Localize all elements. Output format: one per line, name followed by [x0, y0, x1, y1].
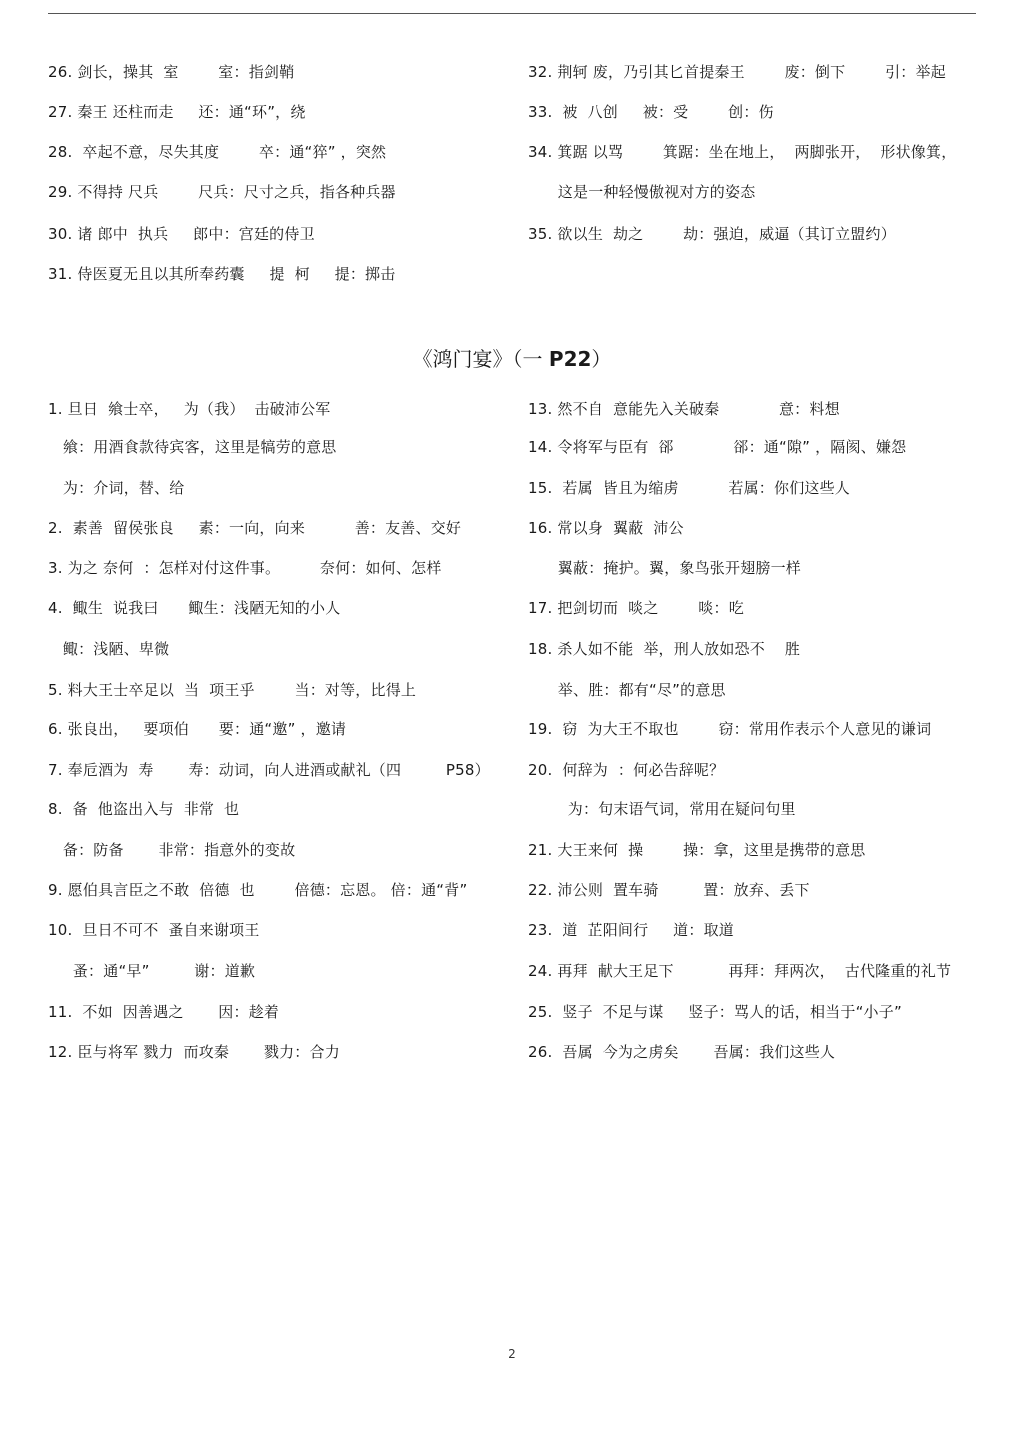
entry-line: 这是一种轻慢傲视对方的姿态 [528, 183, 756, 201]
entry-line: 2. 素善 留侯张良 素：一向，向来 善：友善、交好 [48, 519, 462, 537]
entry-line: 31. 侍医夏无且以其所奉药囊 提 柯 提：掷击 [48, 265, 396, 283]
entry-line: 6. 张良出， 要项伯 要：通“邀” ，邀请 [48, 720, 347, 738]
entry-line: 24. 再拜 献大王足下 再拜：拜两次， 古代隆重的礼节 [528, 962, 952, 980]
entry-line: 20. 何辞为 ：何必告辞呢？ [528, 761, 725, 779]
entry-line: 35. 欲以生 劫之 劫：强迫，威逼（其订立盟约） [528, 225, 896, 243]
entry-line: 33. 被 八创 被：受 创：伤 [528, 103, 774, 121]
entry-line: 34. 箕踞 以骂 箕踞：坐在地上， 两脚张开， 形状像箕， [528, 143, 957, 161]
entry-line: 32. 荆轲 废，乃引其匕首提秦王 废：倒下 引：举起 [528, 63, 946, 81]
entry-line: 8. 备 他盗出入与 非常 也 [48, 800, 240, 818]
entry-line: 28. 卒起不意，尽失其度 卒：通“猝” ，突然 [48, 143, 387, 161]
entry-line: 23. 道 芷阳间行 道：取道 [528, 921, 734, 939]
section-title-page: P22 [548, 347, 592, 371]
entry-line: 翼蔽：掩护。翼，象鸟张开翅膀一样 [528, 559, 802, 577]
section-title-close: ） [591, 347, 612, 371]
entry-line: 飨：用酒食款待宾客，这里是犒劳的意思 [48, 438, 337, 456]
entry-line: 12. 臣与将军 戮力 而攻秦 戮力：合力 [48, 1043, 340, 1061]
entry-line: 26. 剑长，操其 室 室：指剑鞘 [48, 63, 295, 81]
entry-line: 蚤：通“早” 谢：道歉 [48, 962, 256, 980]
entry-line: 备：防备 非常：指意外的变故 [48, 841, 296, 859]
entry-line: 举、胜：都有“尽”的意思 [528, 681, 726, 699]
page-number: 2 [508, 1347, 516, 1361]
entry-line: 4. 鲰生 说我曰 鲰生：浅陋无知的小人 [48, 599, 341, 617]
section-title-main: 《鸿门宴》（一 [412, 347, 549, 371]
entry-line: 1. 旦日 飨士卒， 为（我） 击破沛公军 [48, 400, 331, 418]
entry-line: 16. 常以身 翼蔽 沛公 [528, 519, 684, 537]
entry-line: 为：介词，替、给 [48, 479, 185, 497]
entry-line: 29. 不得持 尺兵 尺兵：尺寸之兵，指各种兵器 [48, 183, 396, 201]
entry-line: 11. 不如 因善遇之 因：趁着 [48, 1003, 280, 1021]
top-rule [48, 13, 976, 14]
entry-line: 18. 杀人如不能 举，刑人放如恐不 胜 [528, 640, 801, 658]
entry-line: 21. 大王来何 操 操：拿，这里是携带的意思 [528, 841, 866, 859]
entry-line: 30. 诸 郎中 执兵 郎中：宫廷的侍卫 [48, 225, 315, 243]
entry-line: 鲰：浅陋、卑微 [48, 640, 170, 658]
entry-line: 3. 为之 奈何 ：怎样对付这件事。 奈何：如何、怎样 [48, 559, 442, 577]
section-title [0, 346, 1024, 372]
entry-line: 14. 令将军与臣有 郤 郤：通“隙” ，隔阂、嫌怨 [528, 438, 907, 456]
entry-line: 22. 沛公则 置车骑 置：放弃、丢下 [528, 881, 810, 899]
entry-line: 13. 然不自 意能先入关破秦 意：料想 [528, 400, 840, 418]
entry-line: 9. 愿伯具言臣之不敢 倍德 也 倍德：忘恩。 倍：通“背” [48, 881, 468, 899]
entry-line: 27. 秦王 还柱而走 还：通“环”，绕 [48, 103, 306, 121]
entry-line: 7. 奉卮酒为 寿 寿：动词，向人进酒或献礼（四 P58） [48, 761, 490, 779]
entry-line: 10. 旦日不可不 蚤自来谢项王 [48, 921, 260, 939]
entry-line: 17. 把剑切而 啖之 啖：吃 [528, 599, 744, 617]
entry-line: 19. 窃 为大王不取也 窃：常用作表示个人意见的谦词 [528, 720, 932, 738]
entry-line: 为：句末语气词，常用在疑问句里 [528, 800, 796, 818]
entry-line: 5. 料大王士卒足以 当 项王乎 当：对等，比得上 [48, 681, 417, 699]
entry-line: 25. 竖子 不足与谋 竖子：骂人的话，相当于“小子” [528, 1003, 902, 1021]
entry-line: 15. 若属 皆且为缩虏 若属：你们这些人 [528, 479, 851, 497]
entry-line: 26. 吾属 今为之虏矣 吾属：我们这些人 [528, 1043, 836, 1061]
